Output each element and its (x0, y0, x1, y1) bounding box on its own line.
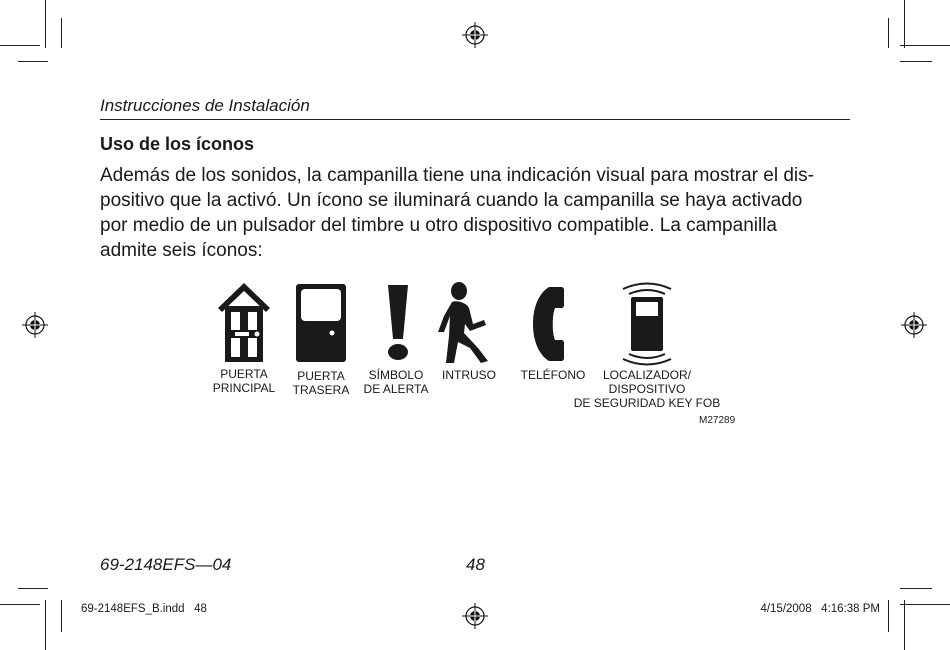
registration-mark-icon (901, 312, 927, 338)
crop-mark (0, 45, 40, 46)
label-line: PUERTA (297, 369, 345, 383)
back-door-icon (295, 283, 347, 363)
registration-mark-icon (462, 22, 488, 48)
alert-symbol-icon (384, 283, 412, 363)
figure-id: M27289 (699, 415, 736, 426)
body-paragraph (100, 163, 852, 263)
crop-mark (888, 18, 889, 48)
running-header: Instrucciones de Instalación (100, 96, 310, 115)
section-title: Uso de los íconos (100, 134, 255, 154)
label-line: DE SEGURIDAD KEY FOB (573, 396, 721, 410)
registration-mark-icon (22, 312, 48, 338)
crop-mark (900, 604, 950, 605)
icon-label-intruder (442, 368, 496, 382)
label-line: PRINCIPAL (212, 381, 276, 395)
label-line: DE ALERTA (363, 382, 429, 396)
crop-mark (18, 61, 48, 62)
crop-mark (904, 600, 905, 650)
registration-mark-icon (462, 603, 488, 629)
intruder-icon (432, 280, 492, 364)
slug-timestamp: 4/15/2008 4:16:38 PM (760, 603, 880, 615)
crop-mark (900, 588, 932, 589)
icon-label-alert (364, 368, 429, 396)
icon-label-locator (574, 368, 720, 410)
body-line: admite seis íconos: (100, 240, 263, 261)
label-line: TELÉFONO (520, 368, 586, 382)
icon-label-back-door (293, 369, 350, 397)
crop-mark (45, 600, 46, 650)
label-line: LOCALIZADOR/ (602, 368, 692, 382)
crop-mark (904, 0, 905, 48)
slug-file-info: 69-2148EFS_B.indd 48 (81, 603, 207, 615)
crop-mark (888, 600, 889, 632)
crop-mark (900, 61, 932, 62)
locator-fob-icon (617, 280, 677, 366)
crop-mark (61, 600, 62, 632)
crop-mark (45, 0, 46, 48)
telephone-icon (531, 285, 565, 363)
label-line: DISPOSITIVO (608, 382, 686, 396)
crop-mark (18, 588, 48, 589)
crop-mark (0, 604, 40, 605)
body-line: positivo que la activó. Un ícono se iluminará cuando la campanilla se haya activado (100, 190, 803, 211)
label-line: SÍMBOLO (368, 368, 424, 382)
body-line: por medio de un pulsador del timbre u otro dispositivo compatible. La campanilla (100, 215, 777, 236)
front-door-icon (216, 281, 272, 363)
page-number: 48 (466, 555, 485, 574)
document-number: 69-2148EFS—04 (100, 555, 232, 574)
label-line: INTRUSO (442, 368, 496, 382)
crop-mark (61, 18, 62, 48)
body-line: Además de los sonidos, la campanilla tiene una indicación visual para mostrar el dis- (100, 165, 814, 186)
label-line: PUERTA (220, 367, 268, 381)
header-rule (100, 119, 850, 120)
label-line: TRASERA (292, 383, 350, 397)
icon-label-front-door (213, 367, 275, 395)
crop-mark (900, 45, 950, 46)
